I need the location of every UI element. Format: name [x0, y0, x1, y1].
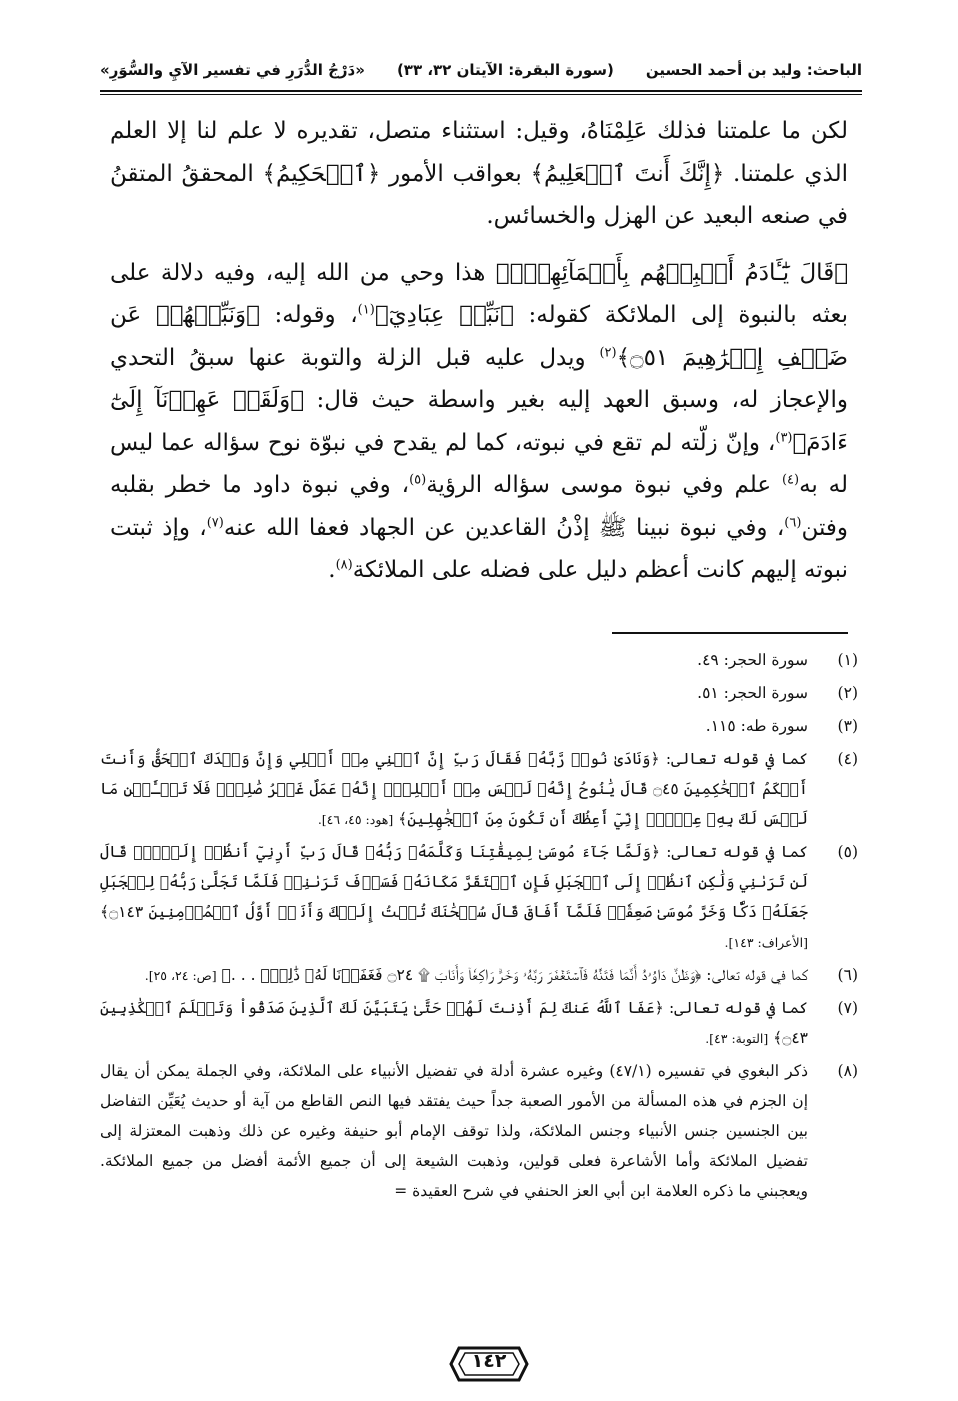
header-author: الباحث: وليد بن أحمد الحسين: [645, 61, 862, 79]
paragraph-2-text: ، وفي نبوة نبينا ﷺ إذْنُ القاعدين عن الجهاد فعفا الله عنه: [223, 514, 785, 541]
footnote-marker[interactable]: (٨): [335, 557, 353, 573]
page-number: ١٤٢: [471, 1350, 507, 1372]
main-text: [110, 110, 848, 592]
footnote-text: [100, 711, 808, 742]
footnote-text: [100, 837, 808, 958]
footnote-number: (٨): [837, 1062, 858, 1080]
footnote-item: [100, 744, 858, 835]
page-header: [100, 54, 862, 86]
paragraph-2-text: ويدل عليه قبل الزلة والتوبة عنها سبقُ التحدي والإعجاز له، وسبق العهد إليه بغير واسطة حيث قال: ﴿وَلَقَدۡ عَهِدۡنَآ إِلَىٰٓ ءَادَمَ﴾: [110, 344, 848, 456]
footnote-item: [100, 645, 858, 676]
footnote-marker[interactable]: (٣): [775, 429, 793, 445]
footnote-marker[interactable]: (٦): [784, 514, 802, 530]
header-rule: [100, 90, 862, 95]
footnote-text: [100, 960, 808, 991]
footnote-number: (٤): [837, 750, 858, 768]
footnote-item: [100, 993, 858, 1054]
footnote-body: سورة الحجر: ٤٩.: [697, 651, 808, 669]
footnote-marker[interactable]: (٢): [599, 344, 617, 360]
paragraph-2: [110, 252, 848, 592]
footnote-text: [100, 744, 808, 835]
header-book-title: «دَرْجُ الدُّرَرِ في تفسير الآيِ والسُّوَرِ»: [100, 61, 365, 79]
paragraph-2-text: ، وإذ ثبتت نبوته إليهم كانت أعظم دليل على فضله على الملائكة: [110, 514, 848, 583]
footnote-text: [100, 1056, 808, 1207]
page-number-ornament: [449, 1344, 529, 1384]
footnote-text: [100, 678, 808, 709]
footnote-item: [100, 837, 858, 958]
footnote-separator: [612, 632, 848, 634]
footnote-number: (١): [837, 651, 858, 669]
footnote-number: (٧): [837, 999, 858, 1017]
footnote-text: [100, 993, 808, 1054]
footnote-number: (٦): [837, 966, 858, 984]
footnote-body: كما في قوله تعالى: ﴿وَظَنَّ دَاوُۥدُ أَنَّمَا فَتَنَّٰهُ فَٱسۡتَغۡفَرَ رَبَّهُۥ وَخَرَّۤ رَاكِعٗاۤ وَأَنَابَ ۩ ۝٢٤ فَغَفَرۡنَا لَهُۥ ذَٰلِكَۖ . . .﴾: [216, 966, 808, 984]
paragraph-2-text: ، وإنّ زلّته لم تقع في نبوته، كما لم يقدح في نبوّة نوح سؤاله عما ليس له به: [110, 429, 848, 498]
footnote-reference: [التوبة: ٤٣].: [705, 1031, 769, 1046]
paragraph-2-text: .: [328, 557, 336, 583]
footnote-marker[interactable]: (٤): [781, 472, 800, 488]
paragraph-2-text: علم وفي نبوة موسى سؤاله الرؤية: [426, 472, 782, 498]
paragraph-2-text: ، وفي نبوة داود ما خطر بقلبه وفتن: [110, 472, 848, 541]
footnote-body: سورة الحجر: ٥١.: [697, 684, 808, 702]
footnote-text: [100, 645, 808, 676]
footnote-item: [100, 960, 858, 991]
footnotes: [100, 645, 858, 1209]
paragraph-2-text: ، وقوله: ﴿وَنَبِّئۡهُمۡ عَن ضَيۡفِ إِبۡرَٰهِيمَ ۝٥١﴾: [110, 302, 848, 371]
footnote-item: [100, 678, 858, 709]
footnote-body: سورة طه: ١١٥.: [705, 717, 808, 735]
footnote-reference: [هود: ٤٥، ٤٦].: [317, 812, 394, 827]
footnote-item: [100, 1056, 858, 1207]
footnote-reference: [الأعراف: ١٤٣].: [724, 935, 808, 950]
footnote-body: ذكر البغوي في تفسيره (٤٧/١) وغيره عشرة أدلة في تفضيل الأنبياء على الملائكة، وفي الجملة يمكن أن يقال إن الجزم في هذه المسألة من الأمور الصعبة جداً حيث يفتقد فيها النص القاطع من آية أو حديث يُعَيِّن التفاضل بين الجنسين جنس الأنبياء وجنس الملائكة، ولذا توقف الإمام أبو حنيفة وغيره عن ذلك وذهبت المعتزلة إلى تفضيل الملائكة وأما الأشاعرة فعلى قولين، وذهبت الشيعة إلى أن جميع الأئمة أفضل من جميع الملائكة. ويعجبني ما ذكره العلامة ابن أبي العز الحنفي في شرح العقيدة =: [100, 1062, 808, 1200]
header-section: (سورة البقرة: الآيتان ٣٢، ٣٣): [396, 61, 614, 79]
footnote-reference: [ص: ٢٤، ٢٥].: [144, 968, 217, 983]
paragraph-1: لكن ما علمتنا فذلك عَلِمْنَاهُ، وقيل: استثناء متصل، تقديره لا علم لنا إلا العلم الذي علمتنا. ﴿إِنَّكَ أَنتَ ٱلۡعَلِيمُ﴾ بعواقب الأمور ﴿ٱلۡحَكِيمُ﴾ المحققُ المتقنُ في صنعه البعيد عن الهزل والخسائس.: [110, 118, 848, 229]
footnote-body: كما في قوله تعالى: ﴿وَلَمَّا جَآءَ مُوسَىٰ لِمِيقَٰتِنَا وَكَلَّمَهُۥ رَبُّهُۥ قَالَ رَبِّ أَرِنِيٓ أَنظُرۡ إِلَيۡكَۚ قَالَ لَن تَرَىٰنِي وَلَٰكِنِ ٱنظُرۡ إِلَى ٱلۡجَبَلِ فَإِنِ ٱسۡتَقَرَّ مَكَانَهُۥ فَسَوۡفَ تَرَىٰنِيۚ فَلَمَّا تَجَلَّىٰ رَبُّهُۥ لِلۡجَبَلِ جَعَلَهُۥ دَكّٗا وَخَرَّ مُوسَىٰ صَعِقٗاۚ فَلَمَّآ أَفَاقَ قَالَ سُبۡحَٰنَكَ تُبۡتُ إِلَيۡكَ وَأَنَا۠ أَوَّلُ ٱلۡمُؤۡمِنِينَ ۝١٤٣﴾: [100, 843, 808, 921]
footnote-marker[interactable]: (١): [357, 302, 375, 318]
footnote-marker[interactable]: (٧): [206, 514, 224, 530]
footnote-body: كما في قوله تعالى: ﴿عَفَا ٱللَّهُ عَنكَ لِمَ أَذِنتَ لَهُمۡ حَتَّىٰ يَتَبَيَّنَ لَكَ ٱلَّذِينَ صَدَقُواْ وَتَعۡلَمَ ٱلۡكَٰذِبِينَ ۝٤٣﴾: [100, 999, 808, 1047]
footnote-number: (٢): [837, 684, 858, 702]
footnote-marker[interactable]: (٥): [409, 472, 427, 488]
footnote-body: كما في قوله تعالى: ﴿وَنَادَىٰ نُوحٞ رَّبَّهُۥ فَقَالَ رَبِّ إِنَّ ٱبۡنِي مِنۡ أَهۡلِي وَإِنَّ وَعۡدَكَ ٱلۡحَقُّ وَأَنتَ أَحۡكَمُ ٱلۡحَٰكِمِينَ ۝٤٥ قَالَ يَٰنُوحُ إِنَّهُۥ لَيۡسَ مِنۡ أَهۡلِكَۖ إِنَّهُۥ عَمَلٌ غَيۡرُ صَٰلِحٖۖ فَلَا تَسۡـَٔلۡنِ مَا لَيۡسَ لَكَ بِهِۦ عِلۡمٌۖ إِنِّيٓ أَعِظُكَ أَن تَكُونَ مِنَ ٱلۡجَٰهِلِينَ﴾: [100, 750, 808, 828]
paragraph-2-text: ﴿قَالَ يَٰٓـَٔادَمُ أَنۢبِئۡهُم بِأَسۡمَآئِهِمۡۖ﴾ هذا وحي من الله إليه، وفيه دلالة على بعثه بالنبوة إلى الملائكة كقوله: ﴿نَبِّئۡ عِبَادِيٓ﴾: [110, 259, 848, 328]
footnote-number: (٣): [837, 717, 858, 735]
footnote-item: [100, 711, 858, 742]
footnote-number: (٥): [837, 843, 858, 861]
